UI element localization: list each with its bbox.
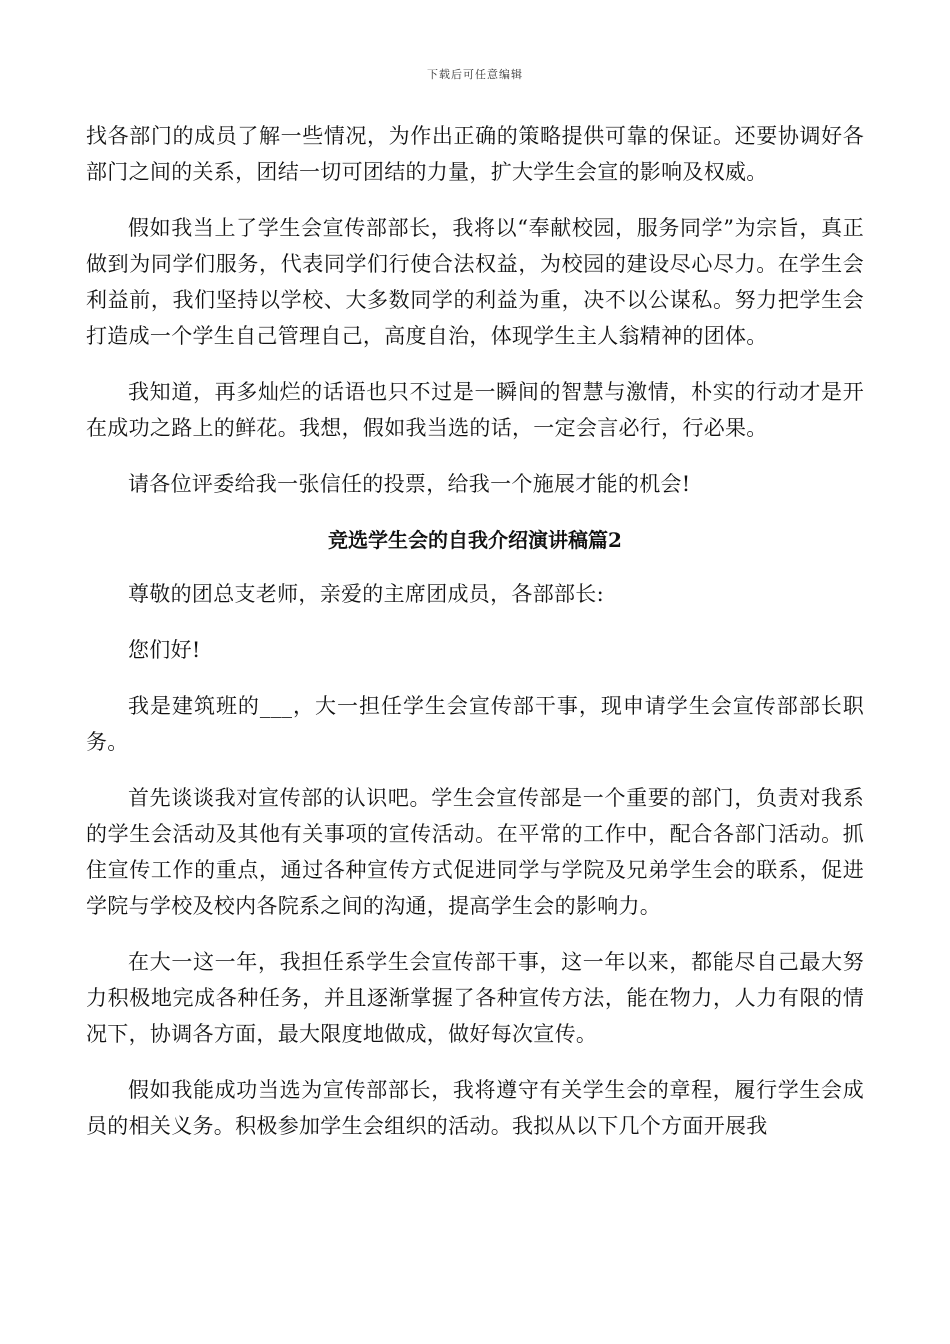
paragraph-5: 尊敬的团总支老师，亲爱的主席团成员，各部部长: xyxy=(128,582,604,606)
paragraph-8: 首先谈谈我对宣传部的认识吧。学生会宣传部是一个重要的部门，负责对我系的学生会活动及其他有关事项的宣传活动。在平常的工作中，配合各部门活动。抓住宣传工作的重点，通过各种宣传方式促进同学与学院及兄弟学生会的联系，促进学院与学校及校内各院系之间的沟通，提高学生会的影响力。 xyxy=(86,786,864,918)
paragraph-3: 我知道，再多灿烂的话语也只不过是一瞬间的智慧与激情，朴实的行动才是开在成功之路上的鲜花。我想，假如我当选的话，一定会言必行，行必果。 xyxy=(86,380,864,440)
paragraph-2: 假如我当上了学生会宣传部部长，我将以“奉献校园，服务同学”为宗旨，真正做到为同学们服务，代表同学们行使合法权益，为校园的建设尽心尽力。在学生会利益前，我们坚持以学校、大多数同学的利益为重，决不以公谋私。努力把学生会打造成一个学生自己管理自己，高度自治，体现学生主人翁精神的团体。 xyxy=(86,216,864,348)
paragraph-4: 请各位评委给我一张信任的投票，给我一个施展才能的机会! xyxy=(128,472,691,496)
paragraph-10: 假如我能成功当选为宣传部部长，我将遵守有关学生会的章程，履行学生会成员的相关义务。积极参加学生会组织的活动。我拟从以下几个方面开展我 xyxy=(86,1078,864,1138)
page-header: 下载后可任意编辑 xyxy=(427,68,523,81)
paragraph-7: 我是建筑班的___，大一担任学生会宣传部干事，现申请学生会宣传部部长职务。 xyxy=(86,694,864,754)
paragraph-9: 在大一这一年，我担任系学生会宣传部干事，这一年以来，都能尽自己最大努力积极地完成各种任务，并且逐渐掌握了各种宣传方法，能在物力，人力有限的情况下，协调各方面，最大限度地做成，做好每次宣传。 xyxy=(86,950,864,1046)
paragraph-1: 找各部门的成员了解一些情况，为作出正确的策略提供可靠的保证。还要协调好各部门之间的关系，团结一切可团结的力量，扩大学生会宣的影响及权威。 xyxy=(86,124,864,184)
section-title: 竞选学生会的自我介绍演讲稿篇2 xyxy=(328,528,622,552)
document-body xyxy=(86,118,864,1164)
paragraph-6: 您们好! xyxy=(128,638,201,662)
